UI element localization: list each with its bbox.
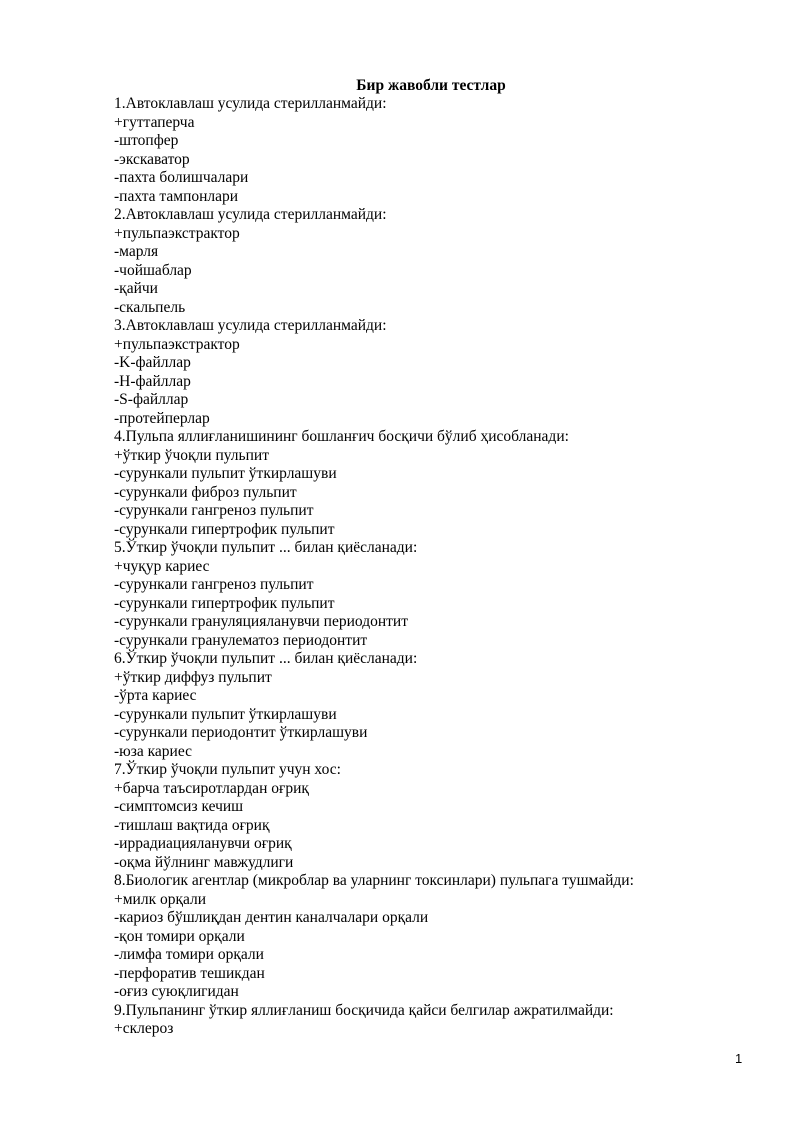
distractor-answer-option: -сурункали фиброз пульпит bbox=[114, 483, 297, 501]
distractor-answer-option: -K-файллар bbox=[114, 354, 191, 371]
question-text: 7.Ўткир ўчоқли пульпит учун хос: bbox=[114, 761, 341, 778]
page-number: 1 bbox=[735, 1051, 743, 1066]
distractor-answer-option: -оқма йўлнинг мавжудлиги bbox=[114, 853, 294, 871]
distractor-answer-option: -ўрта кариес bbox=[114, 687, 197, 704]
distractor-answer-option: -перфоратив тешикдан bbox=[114, 964, 265, 982]
test-question-list bbox=[114, 95, 754, 1039]
distractor-answer-option: -юза кариес bbox=[114, 742, 192, 760]
distractor-answer-option: -протейперлар bbox=[114, 409, 210, 427]
distractor-answer-option: -тишлаш вақтида оғриқ bbox=[114, 816, 270, 834]
distractor-answer-option: -H-файллар bbox=[114, 372, 191, 390]
correct-answer-option: +гуттаперча bbox=[114, 113, 195, 131]
distractor-answer-option: -оғиз суюқлигидан bbox=[114, 983, 239, 1000]
distractor-answer-option: -марля bbox=[114, 243, 159, 260]
distractor-answer-option: -сурункали пульпит ўткирлашуви bbox=[114, 465, 337, 482]
distractor-answer-option: -штопфер bbox=[114, 132, 179, 149]
question-text: 4.Пульпа яллиғланишининг бошланғич босқичи бўлиб ҳисобланади: bbox=[114, 428, 569, 445]
correct-answer-option: +ўткир диффуз пульпит bbox=[114, 668, 272, 686]
document-title: Бир жавобли тестлар bbox=[356, 77, 506, 94]
correct-answer-option: +пульпаэкстрактор bbox=[114, 335, 240, 353]
question-text: 3.Автоклавлаш усулида стерилланмайди: bbox=[114, 317, 387, 334]
distractor-answer-option: -пахта тампонлари bbox=[114, 187, 239, 205]
distractor-answer-option: -кариоз бўшлиқдан дентин каналчалари орқали bbox=[114, 909, 429, 926]
question-text: 6.Ўткир ўчоқли пульпит ... билан қиёсланади: bbox=[114, 650, 418, 667]
distractor-answer-option: -сурункали гангреноз пульпит bbox=[114, 576, 314, 593]
distractor-answer-option: -чойшаблар bbox=[114, 261, 192, 279]
distractor-answer-option: -лимфа томири орқали bbox=[114, 946, 264, 963]
correct-answer-option: +пульпаэкстрактор bbox=[114, 224, 240, 242]
question-text: 1.Автоклавлаш усулида стерилланмайди: bbox=[114, 95, 387, 112]
question-text: 9.Пульпанинг ўткир яллиғланиш босқичида қайси белгилар ажратилмайди: bbox=[114, 1001, 614, 1019]
distractor-answer-option: -пахта болишчалари bbox=[114, 169, 249, 186]
distractor-answer-option: -сурункали гранулематоз периодонтит bbox=[114, 631, 368, 649]
distractor-answer-option: -иррадиацияланувчи оғриқ bbox=[114, 835, 292, 852]
distractor-answer-option: -S-файллар bbox=[114, 391, 189, 408]
correct-answer-option: +чуқур кариес bbox=[114, 557, 210, 575]
distractor-answer-option: -қон томири орқали bbox=[114, 927, 245, 945]
distractor-answer-option: -сурункали гипертрофик пульпит bbox=[114, 594, 335, 612]
correct-answer-option: +милк орқали bbox=[114, 890, 207, 908]
distractor-answer-option: -скальпель bbox=[114, 298, 186, 316]
correct-answer-option: +склероз bbox=[114, 1020, 174, 1037]
question-text: 2.Автоклавлаш усулида стерилланмайди: bbox=[114, 206, 387, 223]
correct-answer-option: +ўткир ўчоқли пульпит bbox=[114, 446, 269, 464]
distractor-answer-option: -сурункали грануляцияланувчи периодонтит bbox=[114, 613, 408, 630]
distractor-answer-option: -сурункали пульпит ўткирлашуви bbox=[114, 705, 337, 723]
distractor-answer-option: -қайчи bbox=[114, 280, 158, 297]
distractor-answer-option: -симптомсиз кечиш bbox=[114, 798, 244, 815]
question-text: 5.Ўткир ўчоқли пульпит ... билан қиёсланади: bbox=[114, 539, 418, 556]
distractor-answer-option: -сурункали периодонтит ўткирлашуви bbox=[114, 724, 368, 741]
distractor-answer-option: -сурункали гангреноз пульпит bbox=[114, 502, 314, 519]
distractor-answer-option: -сурункали гипертрофик пульпит bbox=[114, 520, 335, 538]
distractor-answer-option: -экскаватор bbox=[114, 150, 190, 168]
correct-answer-option: +барча таъсиротлардан оғриқ bbox=[114, 779, 309, 797]
question-text: 8.Биологик агентлар (микроблар ва уларнинг токсинлари) пульпага тушмайди: bbox=[114, 872, 634, 889]
